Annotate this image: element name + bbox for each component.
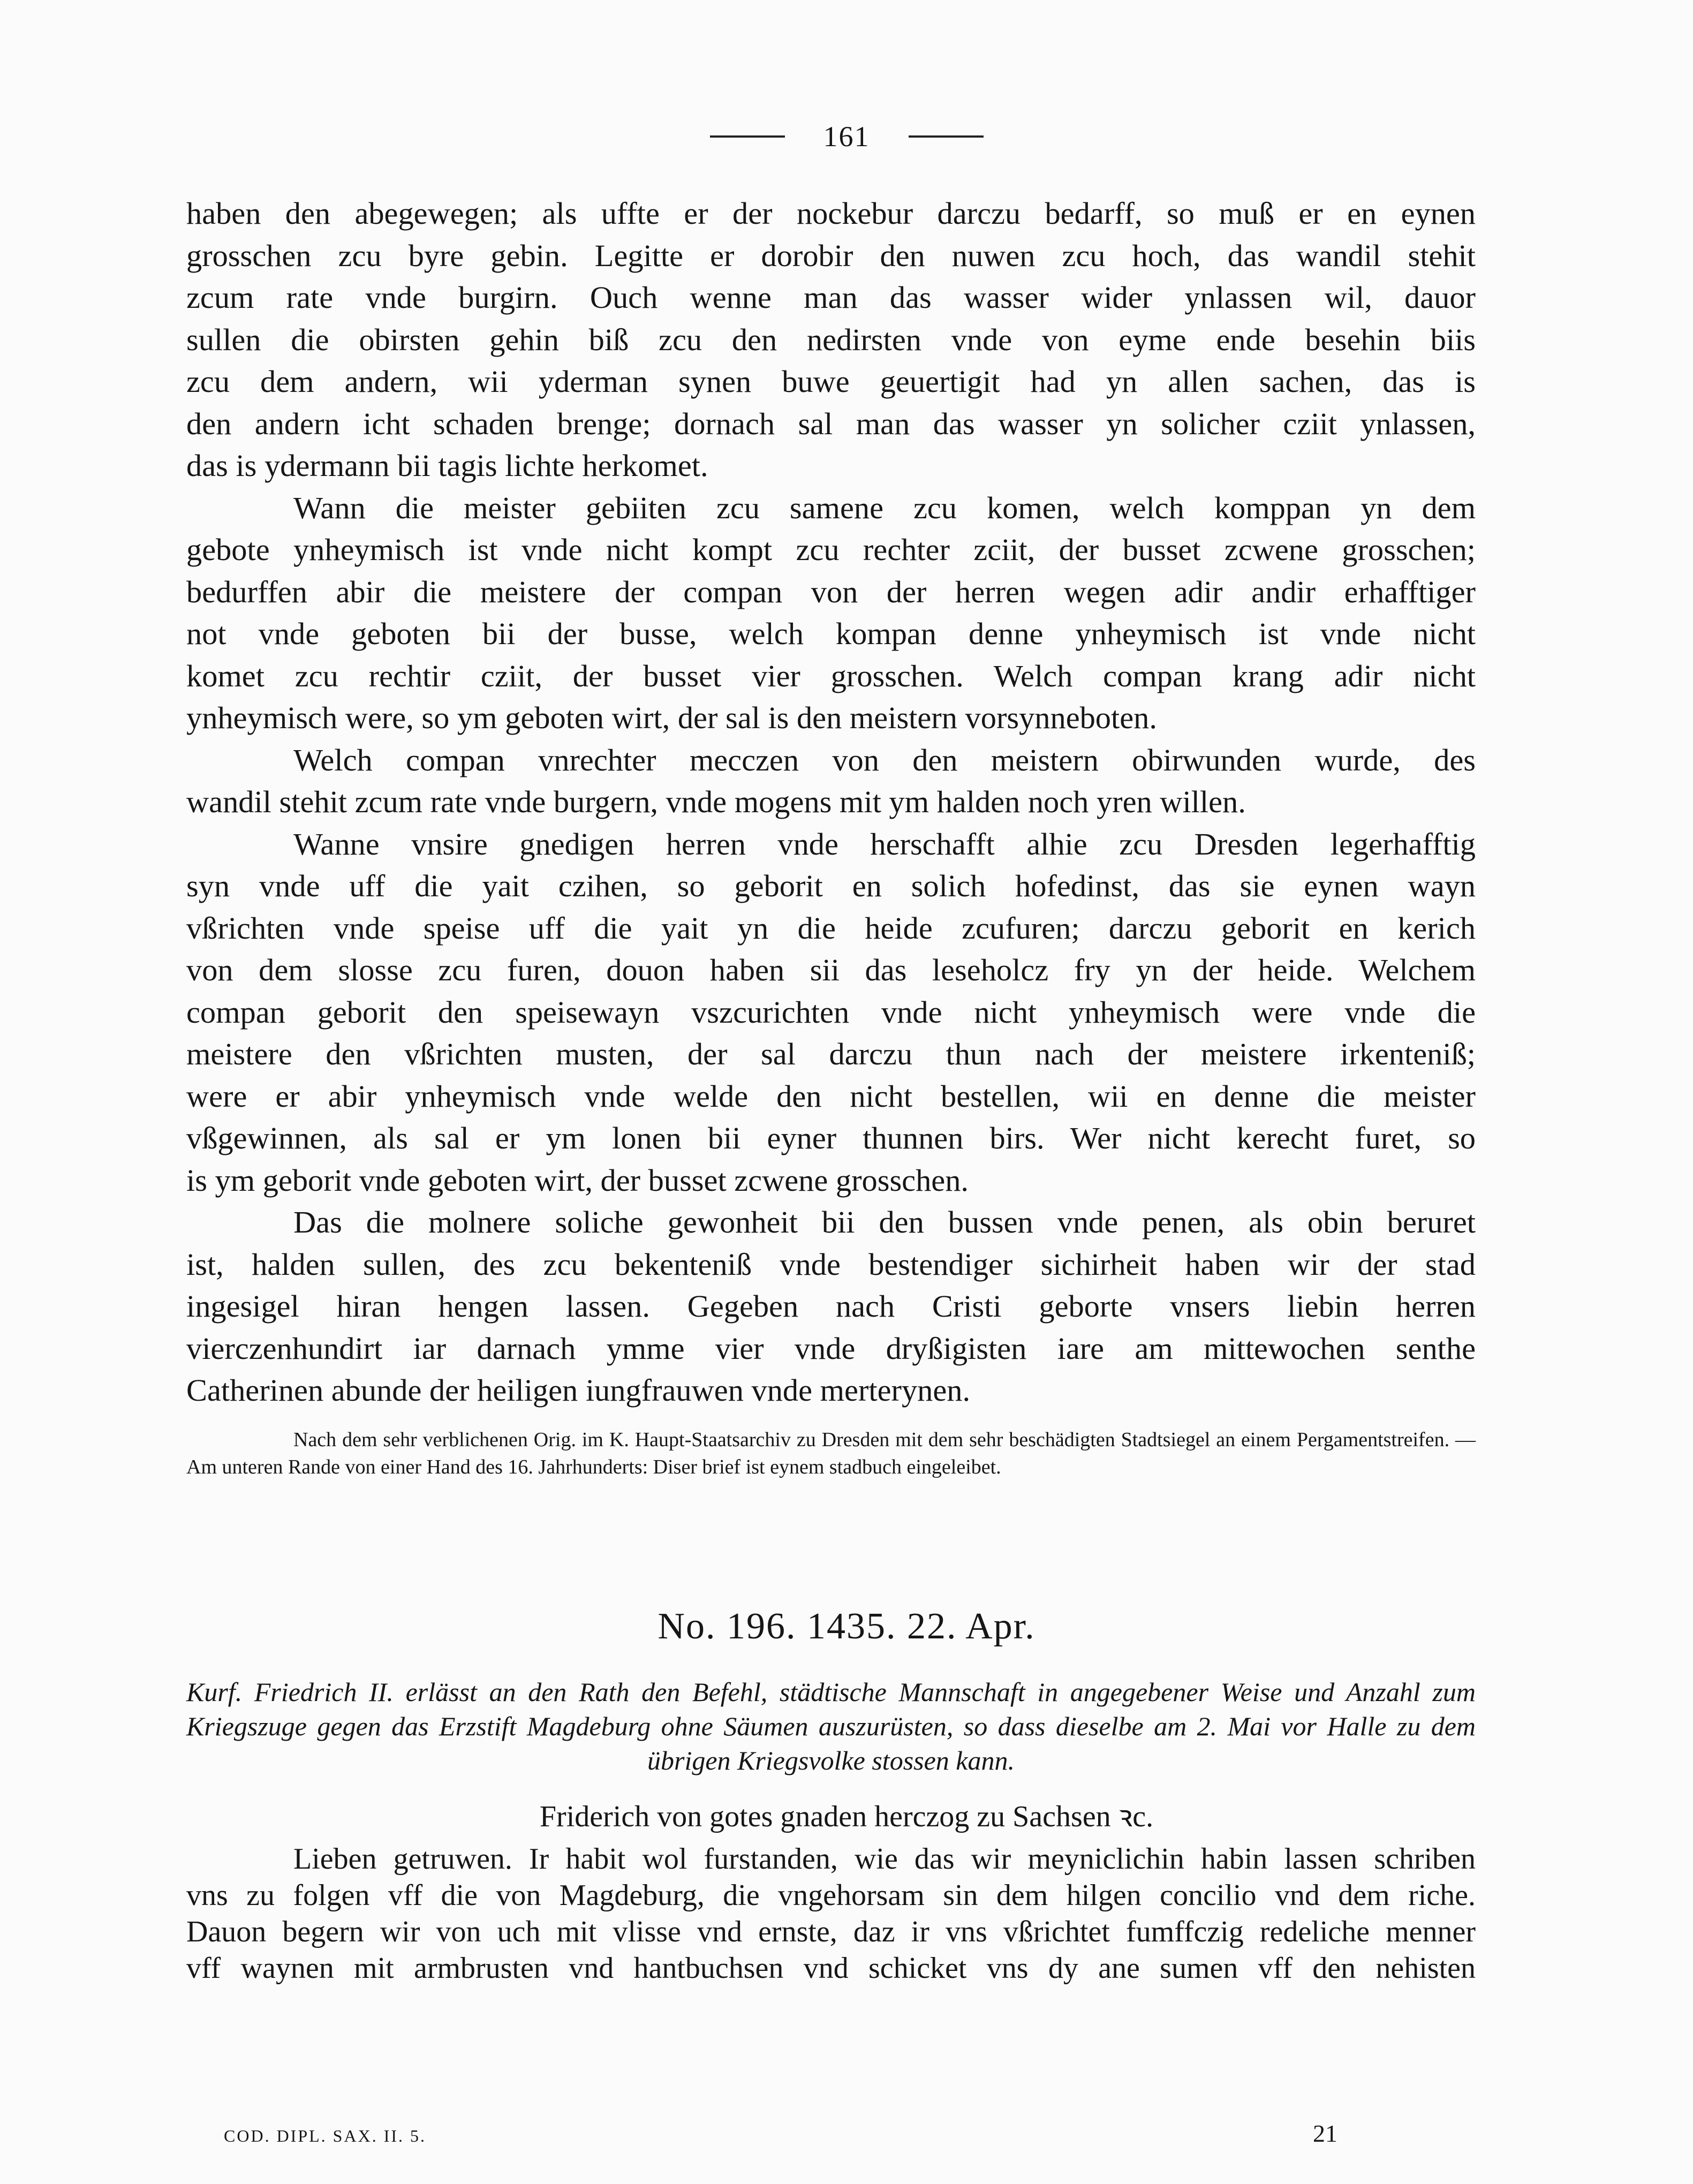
header-rule-left (710, 135, 785, 138)
paragraph-3 (186, 739, 1476, 823)
text-line: ingesigel hiran hengen lassen. Gegeben nach Cristi geborte vnsers liebin herren (186, 1289, 1476, 1324)
text-line: Lieben getruwen. Ir habit wol furstanden, wie das wir meyniclichin habin lassen schriben (293, 1842, 1476, 1876)
document-salutation: Friderich von gotes gnaden herczog zu Sachsen ꝛc. (539, 1800, 1154, 1833)
text-line: bedurffen abir die meistere der compan von der herren wegen adir andir erhafftiger (186, 574, 1476, 609)
text-line: not vnde geboten bii der busse, welch kompan denne ynheymisch ist vnde nicht (186, 616, 1476, 651)
text-line: ynheymisch were, so ym geboten wirt, der sal is den meistern vorsynneboten. (186, 700, 1157, 735)
page-number: 161 (823, 120, 870, 153)
text-line: den andern icht schaden brenge; dornach sal man das wasser yn solicher cziit ynlassen, (186, 406, 1476, 441)
text-line: ist, halden sullen, des zcu bekenteniß vnde bestendiger sichirheit haben wir der stad (186, 1246, 1476, 1282)
letter-paragraph (186, 1841, 1476, 1986)
text-line: meistere den vßrichten musten, der sal darczu thun nach der meistere irkenteniß; (186, 1037, 1476, 1071)
text-line: were er abir ynheymisch vnde welde den nicht bestellen, wii en denne die meister (186, 1078, 1476, 1114)
text-line: is ym geborit vnde geboten wirt, der busset zcwene grosschen. (186, 1162, 969, 1198)
text-line: vßgewinnen, als sal er ym lonen bii eyner thunnen birs. Wer nicht kerecht furet, so (186, 1121, 1476, 1155)
sheet-number: 21 (1313, 2120, 1337, 2147)
text-line: Wann die meister gebiiten zcu samene zcu komen, welch komppan yn dem (293, 490, 1476, 525)
text-line: vßrichten vnde speise uff die yait yn die heide zcufuren; darczu geborit en kerich (186, 910, 1476, 946)
text-line: vff waynen mit armbrusten vnd hantbuchsen vnd schicket vns dy ane sumen vff den nehisten (186, 1952, 1476, 1985)
text-line: haben den abegewegen; als uffte er der nockebur darczu bedarff, so muß er en eynen (186, 196, 1476, 231)
header-rule-right (909, 135, 984, 138)
text-line: Wanne vnsire gnedigen herren vnde herschafft alhie zcu Dresden legerhafftig (293, 826, 1476, 861)
source-note: Nach dem sehr verblichenen Orig. im K. Haupt-Staatsarchiv zu Dresden mit dem sehr beschädigten Stadtsiegel an einem Pergamentstreifen. — Am unteren Rande von einer Hand des 16. Jahrhunderts: Diser brief ist eynem stadbuch eingeleibet. (186, 1429, 1476, 1478)
paragraph-2 (186, 487, 1476, 739)
text-line: das is ydermann bii tagis lichte herkomet. (186, 448, 708, 483)
text-line: von dem slosse zcu furen, douon haben sii das leseholcz fry yn der heide. Welchem (186, 953, 1476, 987)
charter-text (186, 193, 1476, 1412)
text-line: vierczenhundirt iar darnach ymme vier vnde dryßigisten iare am mittewochen senthe (186, 1331, 1476, 1366)
text-line: vns zu folgen vff die von Magdeburg, die vngehorsam sin dem hilgen concilio vnd dem riche. (186, 1879, 1476, 1912)
text-line: wandil stehit zcum rate vnde burgern, vnde mogens mit ym halden noch yren willen. (186, 784, 1246, 819)
text-line: zcu dem andern, wii yderman synen buwe geuertigit had yn allen sachen, das is (186, 364, 1476, 399)
text-line: Das die molnere soliche gewonheit bii den bussen vnde penen, als obin beruret (293, 1205, 1476, 1240)
paragraph-1 (186, 193, 1476, 487)
letter-text (186, 1841, 1476, 1986)
text-line: zcum rate vnde burgirn. Ouch wenne man das wasser wider ynlassen wil, dauor (186, 280, 1476, 315)
page-footer (224, 2119, 1337, 2148)
paragraph-4 (186, 823, 1476, 1202)
text-line: komet zcu rechtir cziit, der busset vier grosschen. Welch compan krang adir nicht (186, 658, 1476, 693)
text-line: Welch compan vnrechter mecczen von den meistern obirwunden wurde, des (293, 742, 1476, 777)
document-summary: Kurf. Friedrich II. erlässt an den Rath den Befehl, städtische Mannschaft in angegebener Weise und Anzahl zum Kriegszuge gegen das Erzstift Magdeburg ohne Säumen auszurüsten, so dass dieselbe am 2. Mai vor Halle zu dem übrigen Kriegsvolke stossen kann. (186, 1677, 1476, 1775)
text-line: Dauon begern wir von uch mit vlisse vnd ernste, daz ir vns vßrichtet fumffczig redeliche menner (186, 1915, 1476, 1948)
text-line: Catherinen abunde der heiligen iungfrauwen vnde merterynen. (186, 1373, 971, 1408)
text-line: grosschen zcu byre gebin. Legitte er dorobir den nuwen zcu hoch, das wandil stehit (186, 238, 1476, 273)
text-line: gebote ynheymisch ist vnde nicht kompt zcu rechter zciit, der busset zcwene grosschen; (186, 532, 1476, 567)
text-line: sullen die obirsten gehin biß zcu den nedirsten vnde von eyme ende besehin biis (186, 322, 1476, 357)
paragraph-5 (186, 1201, 1476, 1412)
signature-mark: COD. DIPL. SAX. II. 5. (224, 2126, 426, 2145)
text-line: compan geborit den speisewayn vszcurichten vnde nicht ynheymisch were vnde die (186, 994, 1476, 1030)
page-header (0, 120, 1693, 153)
document-title: No. 196. 1435. 22. Apr. (657, 1606, 1036, 1647)
text-line: syn vnde uff die yait czihen, so geborit en solich hofedinst, das sie eynen wayn (186, 868, 1476, 903)
